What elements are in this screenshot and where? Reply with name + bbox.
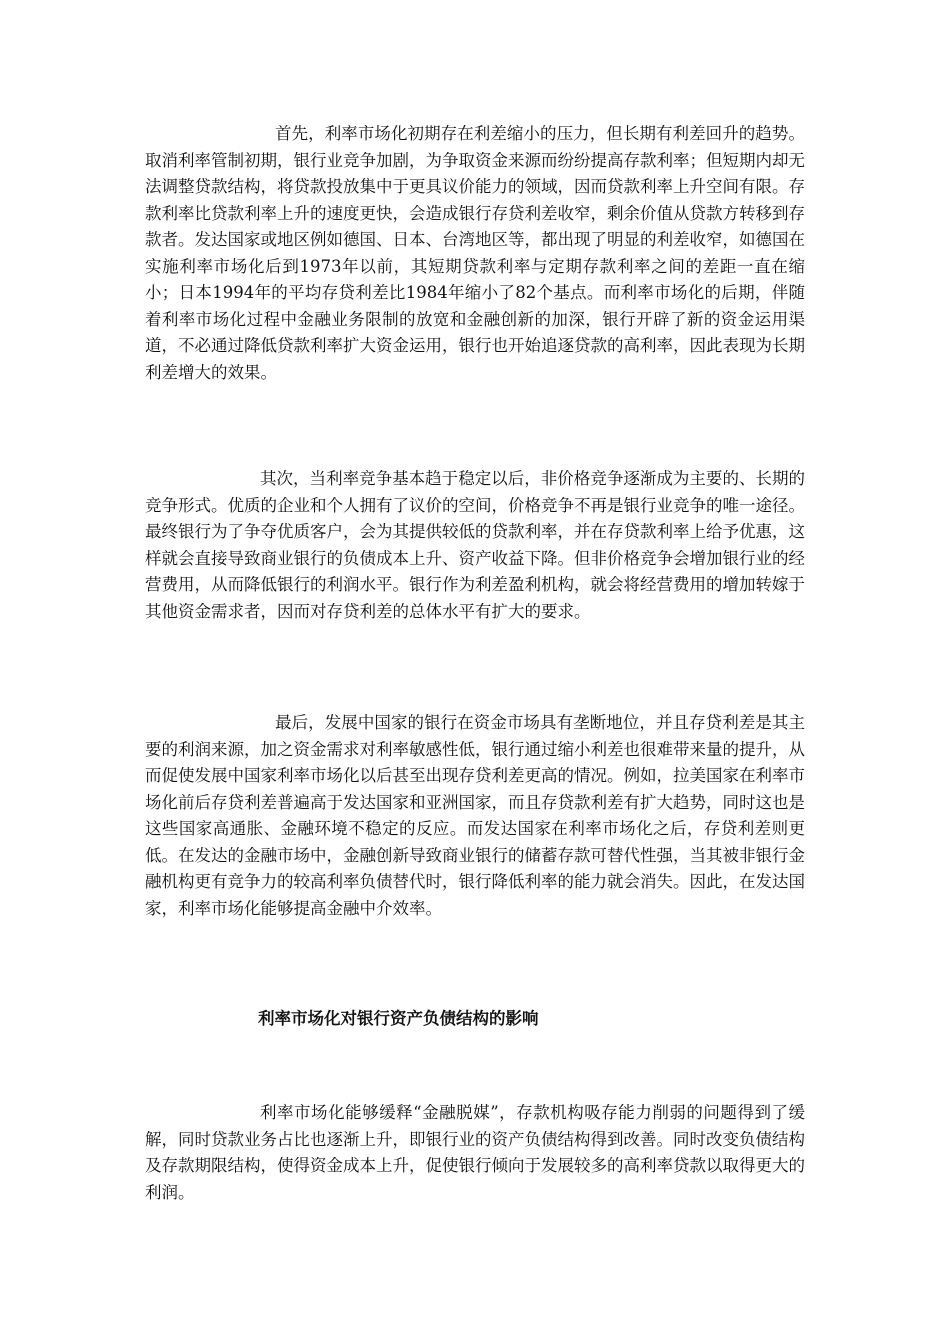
paragraph-2: 其次，当利率竞争基本趋于稳定以后，非价格竞争逐渐成为主要的、长期的竞争形式。优质的企业和个人拥有了议价的空间，价格竞争不再是银行业竞争的唯一途径。最终银行为了争夺优质客户，会为其提供较低的贷款利率，并在存贷款利率上给予优惠，这样就会直接导致商业银行的负债成本上升、资产收益下降。但非价格竞争会增加银行业的经营费用，从而降低银行的利润水平。银行作为利差盈利机构，就会将经营费用的增加转嫁于其他资金需求者，因而对存贷利差的总体水平有扩大的要求。 bbox=[145, 469, 805, 621]
paragraph-3: 最后，发展中国家的银行在资金市场具有垄断地位，并且存贷利差是其主要的利润来源，加之资金需求对利率敏感性低，银行通过缩小利差也很难带来量的提升，从而促使发展中国家利率市场化以后甚至出现存贷利差更高的情况。例如，拉美国家在利率市场化前后存贷利差普遍高于发达国家和亚洲国家，而且存贷款利差有扩大趋势，同时这也是这些国家高通胀、金融环境不稳定的反应。而发达国家在利率市场化之后，存贷利差则更低。在发达的金融市场中，金融创新导致商业银行的储蓄存款可替代性强，当其被非银行金融机构更有竞争力的较高利率负债替代时，银行降低利率的能力就会消失。因此，在发达国家，利率市场化能够提高金融中介效率。 bbox=[145, 713, 805, 918]
paragraph-1: 首先，利率市场化初期存在利差缩小的压力，但长期有利差回升的趋势。取消利率管制初期，银行业竞争加剧，为争取资金来源而纷纷提高存款利率；但短期内却无法调整贷款结构，将贷款投放集中于更具议价能力的领域，因而贷款利率上升空间有限。存款利率比贷款利率上升的速度更快，会造成银行存贷利差收窄，剩余价值从贷款方转移到存款者。发达国家或地区例如德国、日本、台湾地区等，都出现了明显的利差收窄，如德国在实施利率市场化后到1973年以前，其短期贷款利率与定期存款利率之间的差距一直在缩小；日本1994年的平均存贷利差比1984年缩小了82个基点。而利率市场化的后期，伴随着利率市场化过程中金融业务限制的放宽和金融创新的加深，银行开辟了新的资金运用渠道，不必通过降低贷款利率扩大资金运用，银行也开始追逐贷款的高利率，因此表现为长期利差增大的效果。 bbox=[145, 124, 805, 382]
paragraph-4: 利率市场化能够缓释“金融脱媒”，存款机构吸存能力削弱的问题得到了缓解，同时贷款业务占比也逐渐上升，即银行业的资产负债结构得到改善。同时改变负债结构及存款期限结构，使得资金成本上升，促使银行倾向于发展较多的高利率贷款以取得更大的利润。 bbox=[145, 1103, 805, 1202]
section-heading: 利率市场化对银行资产负债结构的影响 bbox=[258, 1009, 539, 1028]
